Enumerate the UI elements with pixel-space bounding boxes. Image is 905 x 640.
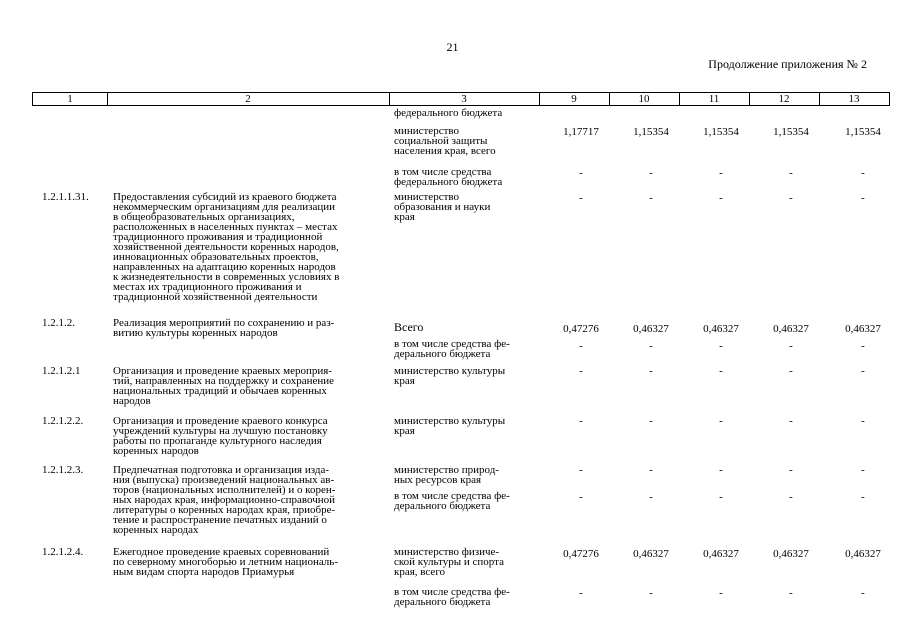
row-name-line: литературы о коренных народах края, приобре-: [113, 504, 336, 516]
row-value: -: [649, 587, 653, 599]
row-value: -: [719, 167, 723, 179]
header-col-10: 10: [638, 93, 650, 105]
row-value: -: [789, 587, 793, 599]
row-value: -: [649, 365, 653, 377]
row-name-line: тий, направленных на поддержку и сохранение: [113, 375, 335, 387]
row-value: 0,46327: [845, 323, 881, 335]
row-value: -: [579, 340, 583, 352]
row-col3-line: в том числе средства фе-: [394, 338, 510, 350]
row-value: -: [719, 587, 723, 599]
row-value: -: [649, 167, 653, 179]
header-col-1: 1: [67, 93, 73, 105]
row-col3-line: края, всего: [394, 566, 446, 578]
row-value: 0,46327: [703, 548, 739, 560]
row-name-line: направленных на адаптацию коренных народов: [113, 261, 336, 273]
row-col3-line: края: [394, 425, 415, 437]
row-value: -: [719, 464, 723, 476]
row-value: -: [861, 365, 865, 377]
row-name-line: Организация и проведение краевых мероприя-: [113, 365, 332, 377]
row-name-line: учреждений культуры на лучшую постановку: [113, 425, 328, 437]
row-name-line: Организация и проведение краевого конкурса: [113, 415, 328, 427]
row-value: 0,47276: [563, 323, 599, 335]
row-name-line: витию культуры коренных народов: [113, 327, 278, 339]
row-value: -: [579, 192, 583, 204]
table-header: [32, 92, 890, 106]
row-value: -: [789, 464, 793, 476]
row-value: 1,15354: [773, 126, 809, 138]
row-col3-line: Всего: [394, 320, 424, 334]
row-name-line: по северному многоборью и летним националь-: [113, 556, 338, 568]
row-value: -: [579, 587, 583, 599]
row-name-line: некоммерческим организациям для реализации: [113, 201, 335, 213]
row-value: 0,46327: [773, 323, 809, 335]
row-name-line: Предоставления субсидий из краевого бюджета: [113, 191, 337, 203]
row-value: -: [861, 464, 865, 476]
row-value: -: [861, 491, 865, 503]
row-value: 1,15354: [845, 126, 881, 138]
header-col-13: 13: [848, 93, 860, 105]
row-code: 1.2.1.2.: [42, 317, 75, 329]
row-col3-line: министерство культуры: [394, 365, 506, 377]
row-name-line: в общеобразовательных организациях,: [113, 211, 295, 223]
row-name-line: местах их традиционного проживания и: [113, 281, 302, 293]
row-name-line: коренных народов: [113, 445, 199, 457]
row-value: 0,46327: [703, 323, 739, 335]
row-name-line: народов: [113, 395, 151, 407]
row-value: 0,47276: [563, 548, 599, 560]
row-code: 1.2.1.2.4.: [42, 546, 84, 558]
row-value: -: [649, 340, 653, 352]
row-value: 1,15354: [703, 126, 739, 138]
row-code: 1.2.1.2.2.: [42, 415, 84, 427]
header-col-11: 11: [708, 93, 720, 105]
row-col3-line: федерального бюджета: [394, 107, 503, 119]
row-value: -: [579, 415, 583, 427]
row-value: -: [789, 192, 793, 204]
row-value: -: [789, 415, 793, 427]
row-name-line: Реализация мероприятий по сохранению и раз-: [113, 317, 335, 329]
row-value: -: [789, 365, 793, 377]
row-name-line: Предпечатная подготовка и организация изда-: [113, 464, 330, 476]
row-value: -: [861, 167, 865, 179]
row-value: -: [861, 587, 865, 599]
continuation-title: Продолжение приложения № 2: [708, 57, 867, 71]
row-value: -: [789, 340, 793, 352]
header-col-2: 2: [245, 93, 251, 105]
row-value: -: [861, 192, 865, 204]
row-col3-line: министерство физиче-: [394, 546, 500, 558]
row-name-line: национальных традиций и обычаев коренных: [113, 385, 327, 397]
row-col3-line: в том числе средства фе-: [394, 586, 510, 598]
row-col3-line: образования и науки: [394, 201, 491, 213]
row-value: -: [789, 167, 793, 179]
row-col3-line: социальной защиты: [394, 135, 488, 147]
row-col3-line: дерального бюджета: [394, 500, 491, 512]
row-name-line: ния (выпуска) произведений национальных ав-: [113, 474, 335, 486]
row-value: -: [579, 464, 583, 476]
row-col3-line: населения края, всего: [394, 145, 496, 157]
row-value: 1,17717: [563, 126, 599, 138]
row-value: -: [649, 464, 653, 476]
row-col3-line: ской культуры и спорта: [394, 556, 504, 568]
row-col3-line: края: [394, 211, 415, 223]
row-value: -: [861, 415, 865, 427]
row-name-line: инновационных образовательных проектов,: [113, 251, 319, 263]
row-name-line: традиционной хозяйственной деятельности: [113, 291, 318, 303]
row-col3-line: края: [394, 375, 415, 387]
row-value: -: [649, 491, 653, 503]
row-value: -: [719, 340, 723, 352]
row-value: -: [719, 491, 723, 503]
header-col-9: 9: [571, 93, 577, 105]
row-col3-line: министерство природ-: [394, 464, 499, 476]
row-value: 0,46327: [633, 548, 669, 560]
row-value: -: [649, 192, 653, 204]
row-value: 1,15354: [633, 126, 669, 138]
header-col-3: 3: [461, 93, 467, 105]
row-value: -: [579, 167, 583, 179]
row-value: -: [719, 365, 723, 377]
row-value: -: [789, 491, 793, 503]
row-code: 1.2.1.2.1: [42, 365, 81, 377]
row-col3-line: ных ресурсов края: [394, 474, 482, 486]
row-value: -: [719, 415, 723, 427]
page-number: 21: [446, 40, 459, 54]
row-col3-line: министерство: [394, 125, 460, 137]
row-name-line: хозяйственной деятельности коренных народов,: [113, 241, 339, 253]
row-col3-line: в том числе средства фе-: [394, 490, 510, 502]
row-code: 1.2.1.1.31.: [42, 191, 89, 203]
row-value: -: [579, 365, 583, 377]
row-value: 0,46327: [633, 323, 669, 335]
row-col3-line: федерального бюджета: [394, 176, 503, 188]
row-name-line: традиционного проживания и традиционной: [113, 231, 323, 243]
row-value: 0,46327: [773, 548, 809, 560]
row-name-line: ным видам спорта народов Приамурья: [113, 566, 295, 578]
row-code: 1.2.1.2.3.: [42, 464, 84, 476]
row-name-line: работы по пропаганде культурного наследия: [113, 435, 322, 447]
row-name-line: тение и распространение печатных изданий о: [113, 514, 327, 526]
row-value: -: [579, 491, 583, 503]
row-name-line: расположенных в населенных пунктах – местах: [113, 221, 338, 233]
row-value: -: [649, 415, 653, 427]
row-name-line: коренных народах: [113, 524, 199, 536]
row-col3-line: дерального бюджета: [394, 348, 491, 360]
row-col3-line: дерального бюджета: [394, 596, 491, 608]
row-name-line: торов (национальных исполнителей) и о корен-: [113, 484, 336, 496]
header-col-12: 12: [778, 93, 790, 105]
row-value: 0,46327: [845, 548, 881, 560]
row-col3-line: министерство культуры: [394, 415, 506, 427]
row-value: -: [719, 192, 723, 204]
row-col3-line: министерство: [394, 191, 460, 203]
row-name-line: к жизнедеятельности в современных условиях в: [113, 271, 340, 283]
row-name-line: ных народах края, информационно-справочной: [113, 494, 335, 506]
row-col3-line: в том числе средства: [394, 166, 492, 178]
row-name-line: Ежегодное проведение краевых соревнований: [113, 546, 330, 558]
row-value: -: [861, 340, 865, 352]
